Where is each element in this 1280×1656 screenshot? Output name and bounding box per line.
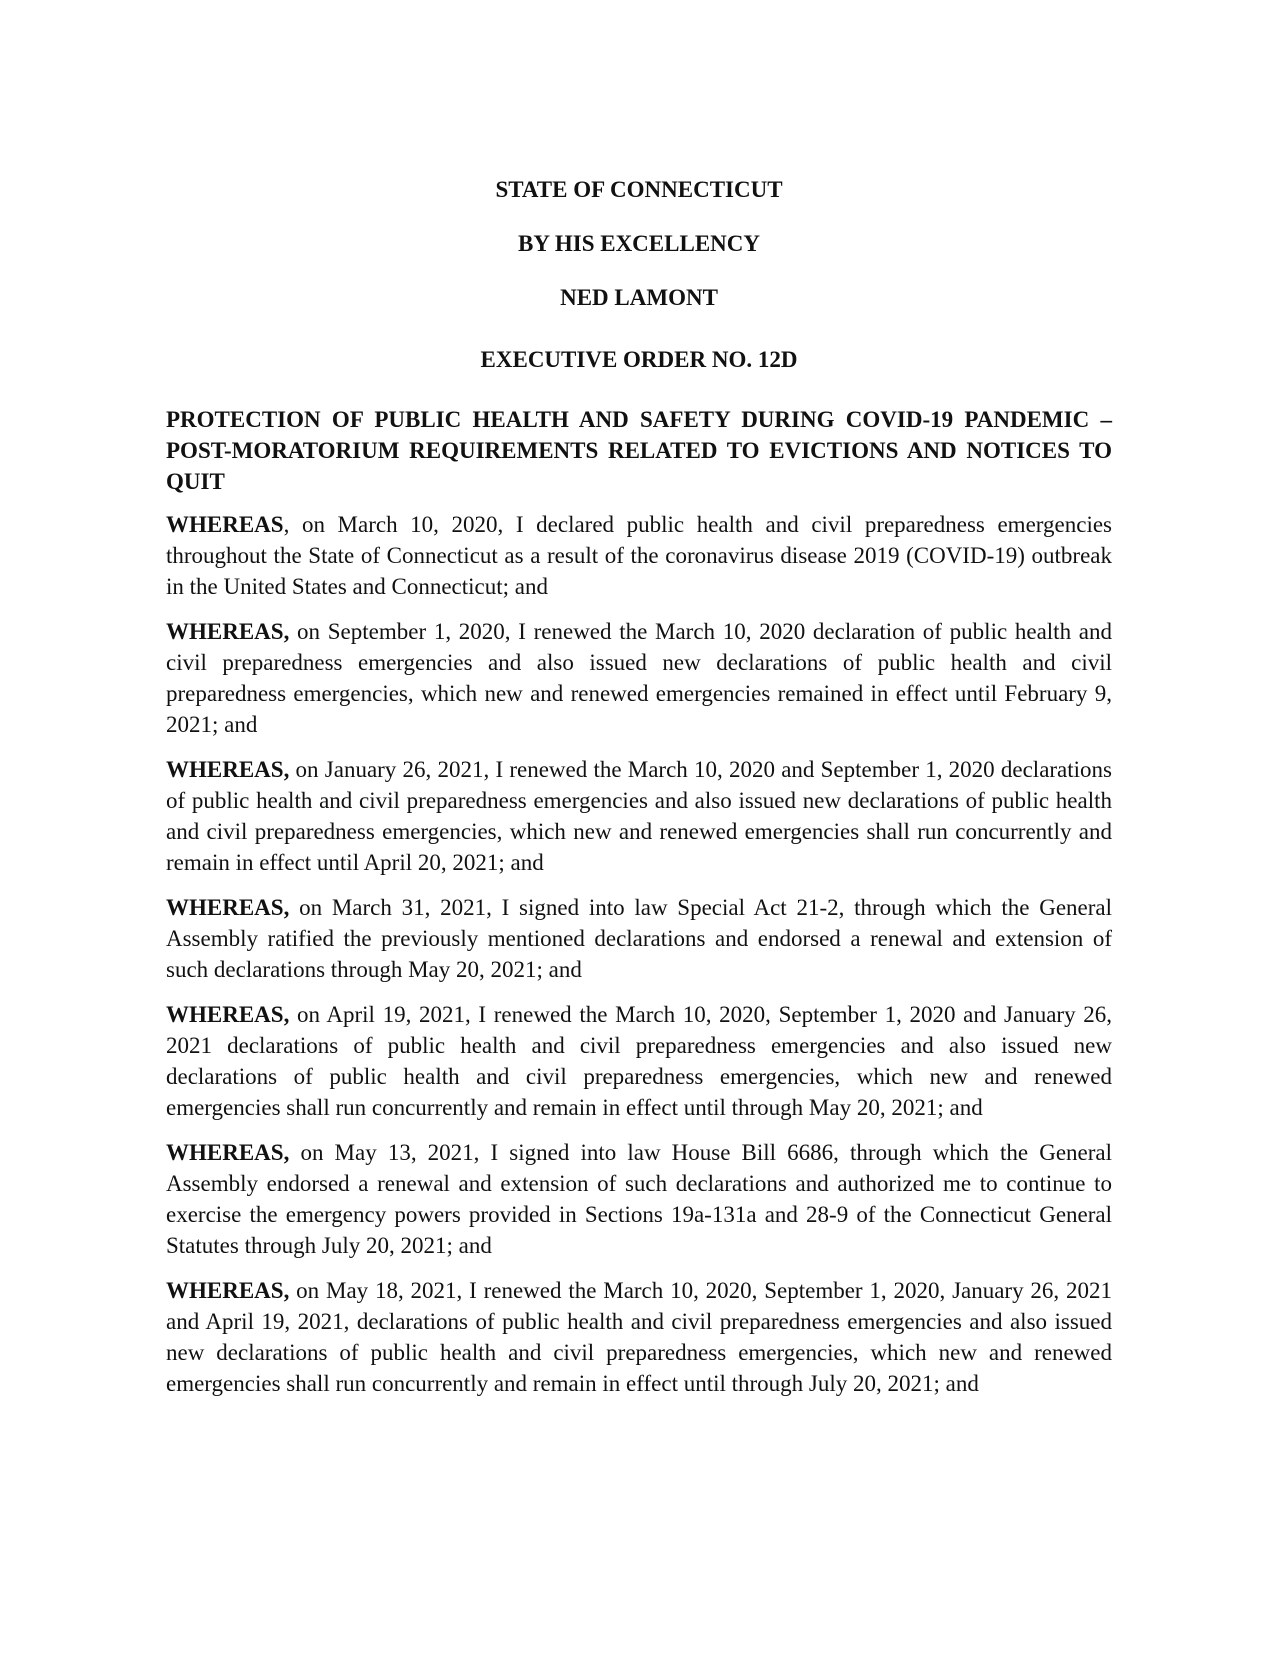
whereas-text: on September 1, 2020, I renewed the March 10, 2020 declaration of public health and civil preparedness emergencies and also issued new declarations of public health and civil preparedness emergencies, which new and renewed emergencies remained in effect until February 9, 2021; and xyxy=(166,619,1112,737)
whereas-text: on March 31, 2021, I signed into law Special Act 21-2, through which the General Assembly ratified the previously mentioned declarations and endorsed a renewal and extension of such declarations through May 20, 2021; and xyxy=(166,895,1112,982)
whereas-lead: WHEREAS xyxy=(166,512,284,537)
whereas-lead: WHEREAS, xyxy=(166,1278,290,1303)
state-heading: STATE OF CONNECTICUT xyxy=(495,177,783,202)
whereas-text: on April 19, 2021, I renewed the March 10, 2020, September 1, 2020 and January 26, 2021 declarations of public health and civil preparedness emergencies and also issued new declarations of public health and civil preparedness emergencies, which new and renewed emergencies shall run concurrently and remain in effect until through May 20, 2021; and xyxy=(166,1002,1112,1120)
whereas-text: , on March 10, 2020, I declared public health and civil preparedness emergencies throughout the State of Connecticut as a result of the coronavirus disease 2019 (COVID-19) outbreak in the United States and Connecticut; and xyxy=(166,512,1112,599)
whereas-lead: WHEREAS, xyxy=(166,1002,290,1027)
whereas-paragraph-7 xyxy=(166,1275,1112,1399)
whereas-paragraph-1 xyxy=(166,509,1112,602)
excellency-heading: BY HIS EXCELLENCY xyxy=(518,231,760,256)
whereas-lead: WHEREAS, xyxy=(166,757,290,782)
whereas-paragraph-4 xyxy=(166,892,1112,985)
whereas-paragraph-3 xyxy=(166,754,1112,878)
whereas-text: on May 18, 2021, I renewed the March 10, 2020, September 1, 2020, January 26, 2021 and April 19, 2021, declarations of public health and civil preparedness emergencies and also issued new declarations of public health and civil preparedness emergencies, which new and renewed emergencies shall run concurrently and remain in effect until through July 20, 2021; and xyxy=(166,1278,1112,1396)
whereas-paragraph-5 xyxy=(166,999,1112,1123)
whereas-lead: WHEREAS, xyxy=(166,1140,290,1165)
whereas-lead: WHEREAS, xyxy=(166,619,290,644)
executive-order-number: EXECUTIVE ORDER NO. 12D xyxy=(480,347,798,372)
whereas-paragraph-2 xyxy=(166,616,1112,740)
order-title: PROTECTION OF PUBLIC HEALTH AND SAFETY DURING COVID-19 PANDEMIC – POST-MORATORIUM REQUIREMENTS RELATED TO EVICTIONS AND NOTICES TO QUIT xyxy=(166,407,1112,494)
whereas-paragraph-6 xyxy=(166,1137,1112,1261)
whereas-text: on January 26, 2021, I renewed the March 10, 2020 and September 1, 2020 declarations of public health and civil preparedness emergencies and also issued new declarations of public health and civil preparedness emergencies, which new and renewed emergencies shall run concurrently and remain in effect until April 20, 2021; and xyxy=(166,757,1112,875)
governor-name: NED LAMONT xyxy=(560,285,718,310)
document-page xyxy=(166,176,1112,1413)
whereas-text: on May 13, 2021, I signed into law House Bill 6686, through which the General Assembly endorsed a renewal and extension of such declarations and authorized me to continue to exercise the emergency powers provided in Sections 19a-131a and 28-9 of the Connecticut General Statutes through July 20, 2021; and xyxy=(166,1140,1112,1258)
whereas-lead: WHEREAS, xyxy=(166,895,290,920)
